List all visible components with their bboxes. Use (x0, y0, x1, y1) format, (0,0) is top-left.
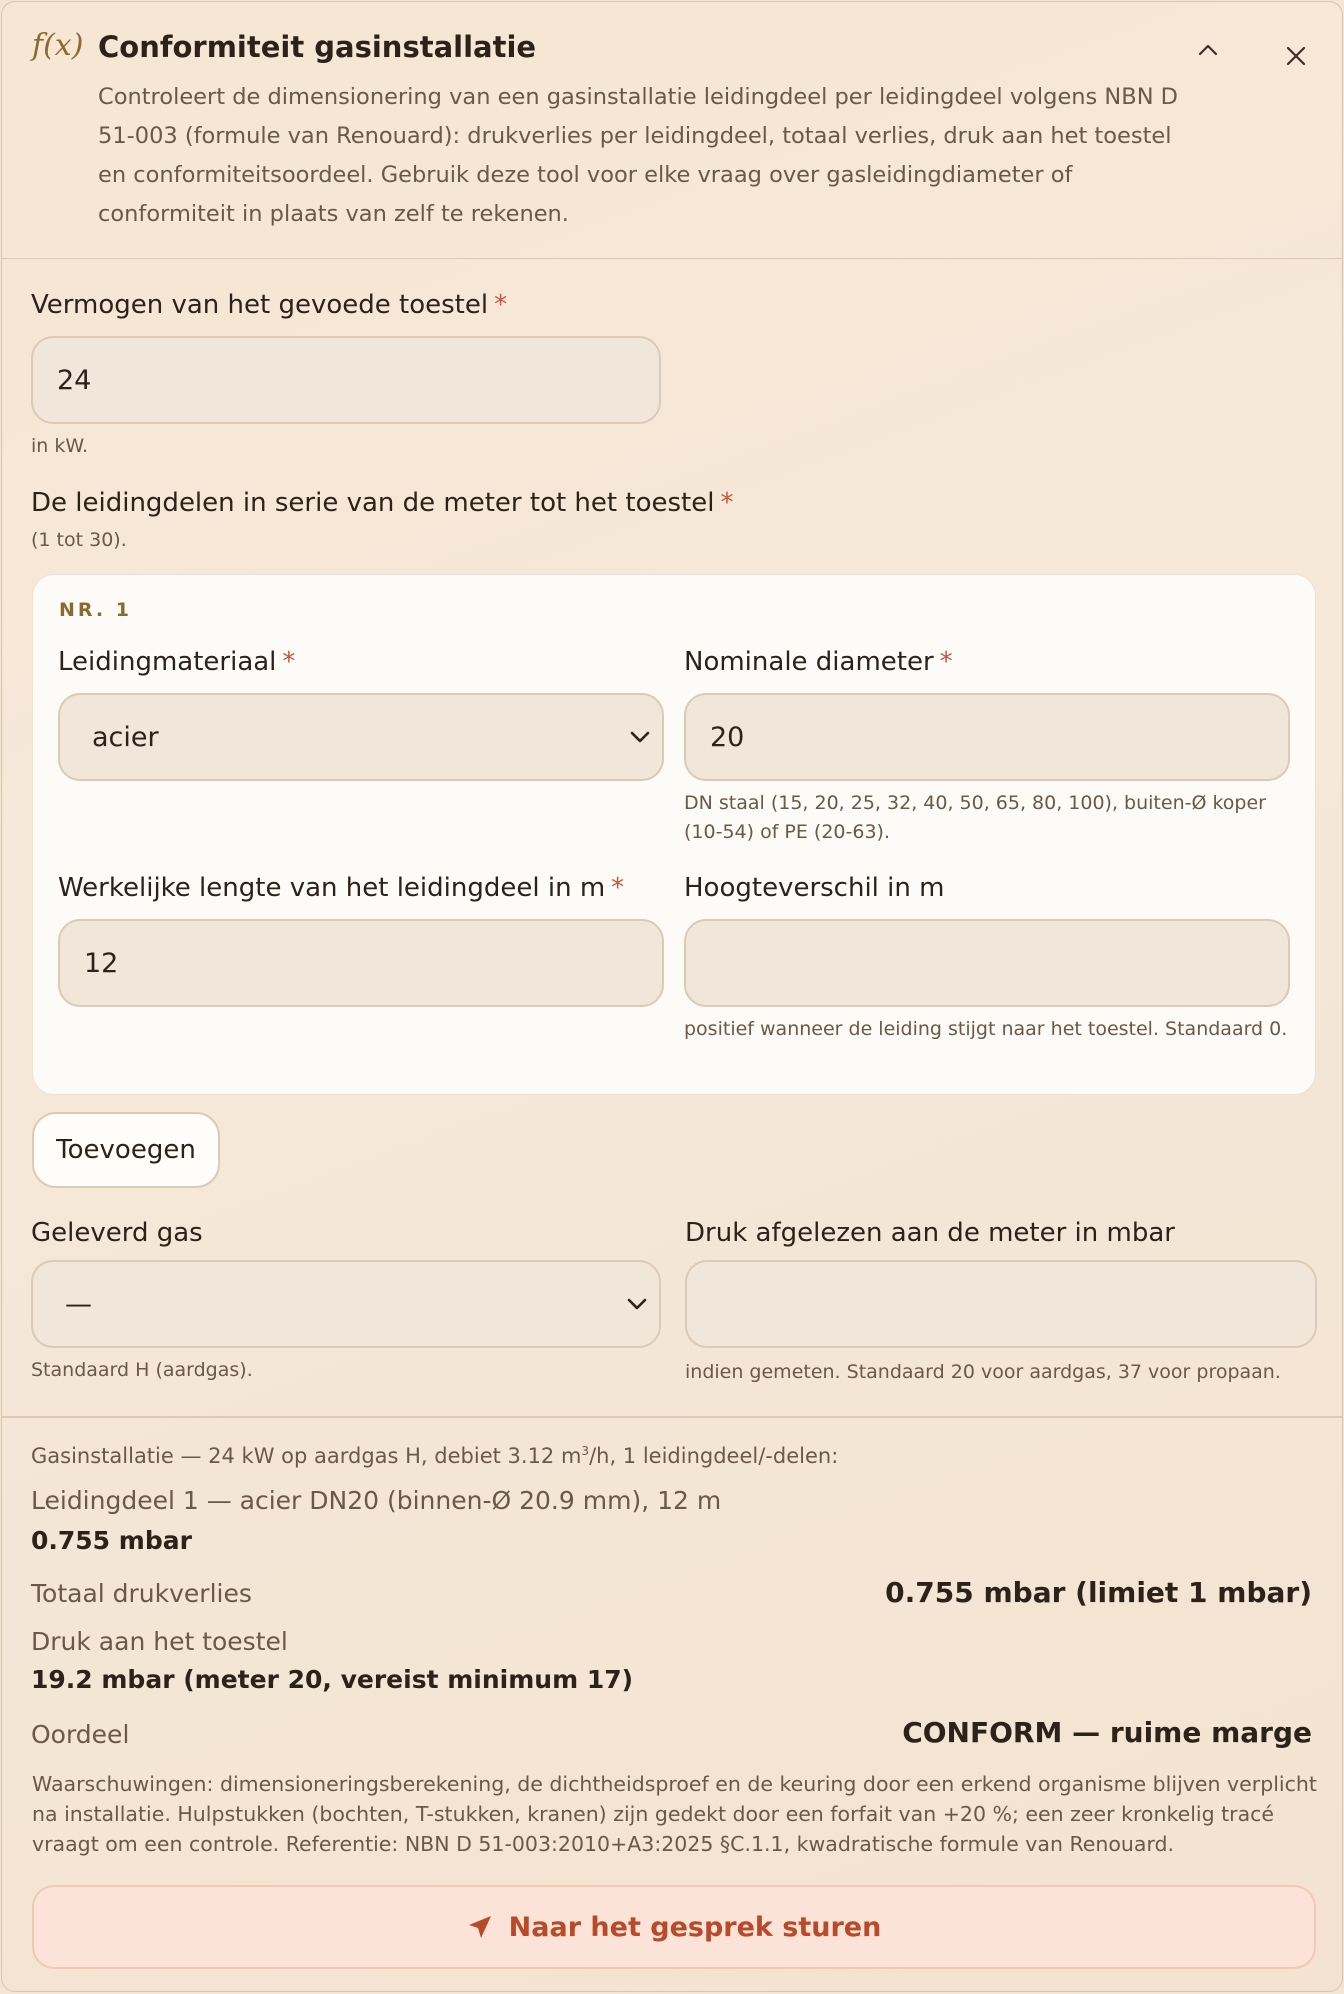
add-segment-button[interactable]: Toevoegen (32, 1112, 220, 1188)
verdict-value: CONFORM — ruime marge (902, 1716, 1312, 1749)
result-summary-superscript: 3 (581, 1444, 590, 1458)
total-loss-value: 0.755 mbar (limiet 1 mbar) (885, 1576, 1312, 1609)
meter-pressure-input[interactable] (685, 1260, 1317, 1348)
result-summary (31, 1444, 838, 1468)
material-label-text: Leidingmateriaal (58, 647, 277, 677)
segments-label-text: De leidingdelen in serie van de meter tot het toestel (31, 488, 715, 518)
segments-label (31, 488, 733, 518)
tool-panel (1, 1, 1343, 1992)
device-pressure-value: 19.2 mbar (meter 20, vereist minimum 17) (31, 1665, 634, 1694)
required-marker: * (611, 873, 625, 903)
result-summary-tail: /h, 1 leidingdeel/-delen: (589, 1444, 839, 1468)
result-summary-text: Gasinstallatie — 24 kW op aardgas H, debiet 3.12 m (31, 1444, 582, 1468)
segment-result-value: 0.755 mbar (31, 1526, 192, 1555)
device-pressure-label: Druk aan het toestel (31, 1627, 288, 1656)
segment-card (32, 574, 1316, 1095)
height-label (684, 873, 944, 903)
panel-description: Controleert de dimensionering van een gasinstallatie leidingdeel per leidingdeel volgens NBN D 51-003 (formule van Renouard): drukverlies per leidingdeel, totaal verlies, druk aan het toestel en conformiteitsoordeel. Gebruik deze tool voor elke vraag over gasleidingdiameter of conformiteit in plaats van zelf te rekenen. (98, 84, 1178, 227)
material-select[interactable] (58, 693, 664, 781)
segments-hint: (1 tot 30). (31, 529, 127, 551)
length-input[interactable] (58, 919, 664, 1007)
panel-header (2, 2, 1342, 259)
chevron-up-icon (1197, 43, 1219, 57)
function-icon: f(x) (32, 28, 84, 63)
length-input-value: 12 (84, 947, 119, 979)
diameter-input-value: 20 (710, 721, 745, 753)
power-hint: in kW. (31, 435, 89, 457)
diameter-label (684, 647, 953, 677)
diameter-input[interactable] (684, 693, 1290, 781)
close-button[interactable] (1278, 38, 1314, 74)
height-hint: positief wanneer de leiding stijgt naar het toestel. Standaard 0. (684, 1018, 1288, 1040)
meter-pressure-label (685, 1218, 1175, 1248)
required-marker: * (939, 647, 953, 677)
meter-pressure-hint: indien gemeten. Standaard 20 voor aardgas, 37 voor propaan. (685, 1361, 1281, 1383)
length-label (58, 873, 624, 903)
diameter-hint: DN staal (15, 20, 25, 32, 40, 50, 65, 80, 100), buiten-Ø koper (10-54) of PE (20-63). (684, 792, 1266, 843)
close-icon (1285, 45, 1307, 67)
power-input-value: 24 (57, 364, 92, 396)
panel-title: Conformiteit gasinstallatie (98, 30, 537, 64)
power-label (31, 290, 507, 320)
required-marker: * (282, 647, 296, 677)
material-label (58, 647, 295, 677)
height-label-text: Hoogteverschil in m (684, 873, 945, 903)
segment-number: NR. 1 (59, 599, 132, 621)
height-input[interactable] (684, 919, 1290, 1007)
chevron-down-icon (626, 723, 654, 751)
send-to-chat-button[interactable] (32, 1885, 1316, 1969)
power-input[interactable] (31, 336, 661, 424)
result-divider (2, 1416, 1342, 1418)
required-marker: * (720, 488, 734, 518)
total-loss-label: Totaal drukverlies (31, 1579, 252, 1608)
material-select-value: acier (92, 721, 159, 753)
send-icon (467, 1914, 493, 1940)
diameter-label-text: Nominale diameter (684, 647, 934, 677)
warnings-text: Waarschuwingen: dimensioneringsberekening, de dichtheidsproef en de keuring door een erkend organisme blijven verplicht na installatie. Hulpstukken (bochten, T-stukken, kranen) zijn gedekt door een forfait van +20 %; een zeer kronkelig tracé vraagt om een controle. Referentie: NBN D 51-003:2010+A3:2025 §C.1.1, kwadratische formule van Renouard. (32, 1772, 1317, 1856)
chevron-down-icon (623, 1290, 651, 1318)
gas-select-value: — (65, 1288, 92, 1320)
segment-result-line: Leidingdeel 1 — acier DN20 (binnen-Ø 20.9 mm), 12 m (31, 1486, 722, 1515)
send-to-chat-label: Naar het gesprek sturen (508, 1911, 882, 1943)
meter-pressure-label-text: Druk afgelezen aan de meter in mbar (685, 1218, 1175, 1248)
collapse-button[interactable] (1190, 32, 1226, 68)
power-label-text: Vermogen van het gevoede toestel (31, 290, 489, 320)
verdict-label: Oordeel (31, 1720, 130, 1749)
gas-label-text: Geleverd gas (31, 1218, 203, 1248)
required-marker: * (494, 290, 508, 320)
gas-hint: Standaard H (aardgas). (31, 1359, 253, 1381)
gas-label (31, 1218, 203, 1248)
length-label-text: Werkelijke lengte van het leidingdeel in m (58, 873, 606, 903)
gas-select[interactable] (31, 1260, 661, 1348)
